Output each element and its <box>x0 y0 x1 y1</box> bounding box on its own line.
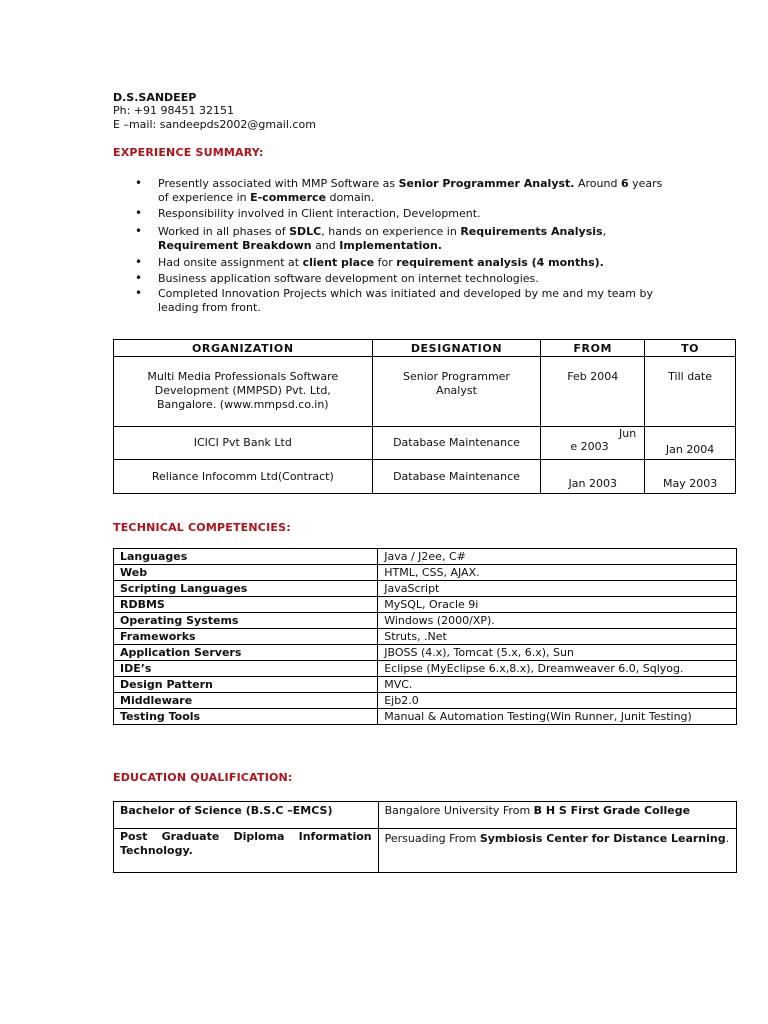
education-table <box>113 801 737 873</box>
organization-cell: ICICI Pvt Bank Ltd <box>114 427 373 460</box>
summary-bullet: • Business application software development on internet technologies. <box>135 271 539 285</box>
skill-value: HTML, CSS, AJAX. <box>378 565 737 581</box>
experience-summary-list <box>135 177 675 315</box>
table-row <box>114 829 737 873</box>
from-cell: Feb 2004 <box>541 357 645 427</box>
candidate-name: D.S.SANDEEP <box>113 91 197 104</box>
degree-cell: Post Graduate Diploma Information Technology. <box>114 829 379 873</box>
table-row <box>114 802 737 829</box>
skill-category: Operating Systems <box>114 613 378 629</box>
to-cell: Jan 2004 <box>645 427 736 460</box>
phone-number: Ph: +91 98451 32151 <box>113 104 234 117</box>
skill-category: IDE’s <box>114 661 378 677</box>
skill-value: MySQL, Oracle 9i <box>378 597 737 613</box>
bullet-icon: • <box>135 224 143 238</box>
table-row <box>114 709 737 725</box>
table-row <box>114 581 737 597</box>
bullet-icon: • <box>135 206 143 220</box>
skill-value: Eclipse (MyEclipse 6.x,8.x), Dreamweaver 6.0, Sqlyog. <box>378 661 737 677</box>
table-row <box>114 597 737 613</box>
summary-bullet: • Completed Innovation Projects which was initiated and developed by me and my team by leading from front. <box>135 286 653 314</box>
skill-category: Languages <box>114 549 378 565</box>
from-cell: Jun e 2003 <box>541 427 645 460</box>
institution-cell: Persuading From Symbiosis Center for Distance Learning. <box>378 829 736 873</box>
skill-category: Middleware <box>114 693 378 709</box>
skill-value: Struts, .Net <box>378 629 737 645</box>
to-cell: May 2003 <box>645 460 736 494</box>
email-address: E –mail: sandeepds2002@gmail.com <box>113 118 316 131</box>
bullet-icon: • <box>135 176 143 190</box>
bullet-icon: • <box>135 255 143 269</box>
institution-cell: Bangalore University From B H S First Grade College <box>378 802 736 829</box>
to-cell: Till date <box>645 357 736 427</box>
summary-bullet: • Worked in all phases of SDLC, hands on experience in Requirements Analysis, Requirement Breakdown and Implementation. <box>135 224 607 252</box>
experience-summary-title: EXPERIENCE SUMMARY: <box>113 146 264 159</box>
designation-cell: Database Maintenance <box>372 427 541 460</box>
organization-cell: Reliance Infocomm Ltd(Contract) <box>114 460 373 494</box>
skill-value: Java / J2ee, C# <box>378 549 737 565</box>
column-header: DESIGNATION <box>372 340 541 357</box>
skill-value: Ejb2.0 <box>378 693 737 709</box>
organization-table <box>113 339 736 494</box>
designation-cell: Senior Programmer Analyst <box>372 357 541 427</box>
table-row <box>114 613 737 629</box>
column-header: ORGANIZATION <box>114 340 373 357</box>
table-row <box>114 549 737 565</box>
designation-cell: Database Maintenance <box>372 460 541 494</box>
technical-competencies-title: TECHNICAL COMPETENCIES: <box>113 521 291 534</box>
from-cell: Jan 2003 <box>541 460 645 494</box>
column-header: TO <box>645 340 736 357</box>
table-row <box>114 357 736 427</box>
summary-bullet: • Had onsite assignment at client place for requirement analysis (4 months). <box>135 255 604 269</box>
skill-category: Frameworks <box>114 629 378 645</box>
skill-category: Scripting Languages <box>114 581 378 597</box>
bullet-icon: • <box>135 286 143 300</box>
summary-bullet: • Presently associated with MMP Software as Senior Programmer Analyst. Around 6 years of experience in E-commerce domain. <box>135 176 663 204</box>
table-row <box>114 645 737 661</box>
table-header-row <box>114 340 736 357</box>
table-row <box>114 629 737 645</box>
skill-category: Application Servers <box>114 645 378 661</box>
table-row <box>114 661 737 677</box>
summary-bullet: • Responsibility involved in Client interaction, Development. <box>135 206 481 220</box>
table-row <box>114 693 737 709</box>
table-row <box>114 427 736 460</box>
skill-category: Testing Tools <box>114 709 378 725</box>
bullet-icon: • <box>135 271 143 285</box>
skill-value: Windows (2000/XP). <box>378 613 737 629</box>
skill-category: RDBMS <box>114 597 378 613</box>
technical-competencies-table <box>113 548 737 725</box>
column-header: FROM <box>541 340 645 357</box>
table-row <box>114 460 736 494</box>
skill-value: MVC. <box>378 677 737 693</box>
skill-value: Manual & Automation Testing(Win Runner, Junit Testing) <box>378 709 737 725</box>
organization-cell: Multi Media Professionals Software Development (MMPSD) Pvt. Ltd, Bangalore. (www.mmpsd.co.in) <box>114 357 373 427</box>
skill-value: JBOSS (4.x), Tomcat (5.x, 6.x), Sun <box>378 645 737 661</box>
degree-cell: Bachelor of Science (B.S.C –EMCS) <box>114 802 379 829</box>
skill-category: Design Pattern <box>114 677 378 693</box>
table-row <box>114 565 737 581</box>
table-row <box>114 677 737 693</box>
skill-category: Web <box>114 565 378 581</box>
skill-value: JavaScript <box>378 581 737 597</box>
education-title: EDUCATION QUALIFICATION: <box>113 771 293 784</box>
